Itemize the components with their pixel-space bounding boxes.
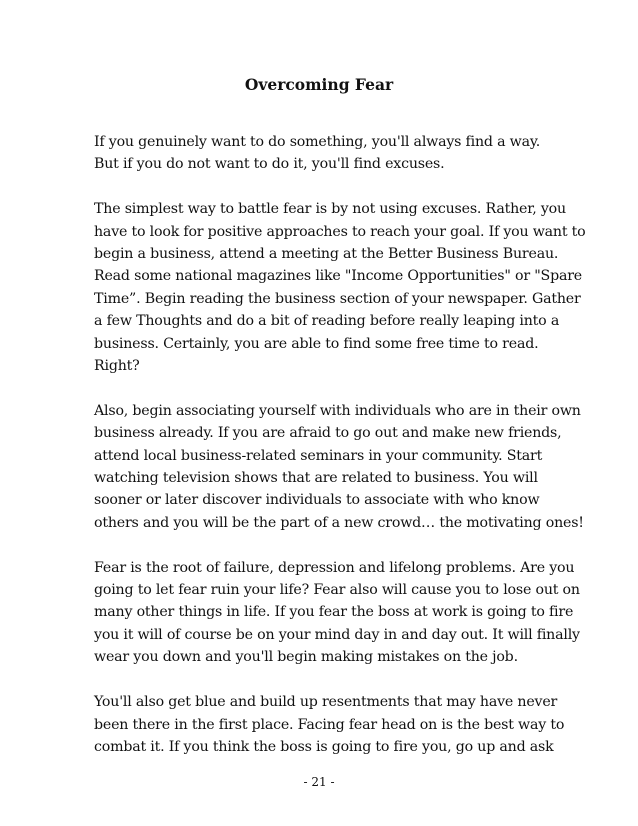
page-number: - 21 - <box>303 775 335 789</box>
text-line: been there in the first place. Facing fear head on is the best way to <box>94 716 565 733</box>
text-line: business. Certainly, you are able to find some free time to read. <box>94 335 539 352</box>
text-line: If you genuinely want to do something, you'll always find a way. <box>94 134 541 150</box>
text-line: you it will of course be on your mind day in and day out. It will finally <box>94 626 580 643</box>
text-line: The simplest way to battle fear is by not using excuses. Rather, you <box>94 201 566 218</box>
text-line: begin a business, attend a meeting at the Better Business Bureau. <box>94 246 559 263</box>
text-line: have to look for positive approaches to reach your goal. If you want to <box>94 223 586 240</box>
text-line: sooner or later discover individuals to associate with who know <box>94 492 540 509</box>
text-line: combat it. If you think the boss is going to fire you, go up and ask <box>94 738 554 755</box>
text-line: You'll also get blue and build up resentments that may have never <box>94 694 558 711</box>
body-text <box>94 131 586 781</box>
paragraph-1 <box>94 131 564 176</box>
text-line: But if you do not want to do it, you'll find excuses. <box>94 156 445 173</box>
text-line: many other things in life. If you fear the boss at work is going to fire <box>94 604 574 621</box>
text-line: a few Thoughts and do a bit of reading before really leaping into a <box>94 313 560 330</box>
text-line: others and you will be the part of a new crowd… the motivating ones! <box>94 514 584 531</box>
text-line: business already. If you are afraid to go out and make new friends, <box>94 425 562 442</box>
page-title: Overcoming Fear <box>244 75 394 94</box>
text-line: going to let fear ruin your life? Fear also will cause you to lose out on <box>94 582 580 599</box>
text-line: Also, begin associating yourself with individuals who are in their own <box>94 402 581 419</box>
paragraph-4 <box>94 557 580 669</box>
paragraph-3 <box>94 400 584 534</box>
paragraph-5 <box>94 691 564 758</box>
text-line: Right? <box>94 358 140 375</box>
text-line: Time”. Begin reading the business section of your newspaper. Gather <box>94 290 581 307</box>
text-line: Read some national magazines like "Income Opportunities" or "Spare <box>94 268 582 285</box>
text-line: Fear is the root of failure, depression and lifelong problems. Are you <box>94 559 575 576</box>
paragraph-2 <box>94 198 586 377</box>
text-line: watching television shows that are related to business. You will <box>94 470 538 487</box>
text-line: attend local business-related seminars in your community. Start <box>94 447 543 464</box>
text-line: wear you down and you'll begin making mistakes on the job. <box>94 649 518 666</box>
